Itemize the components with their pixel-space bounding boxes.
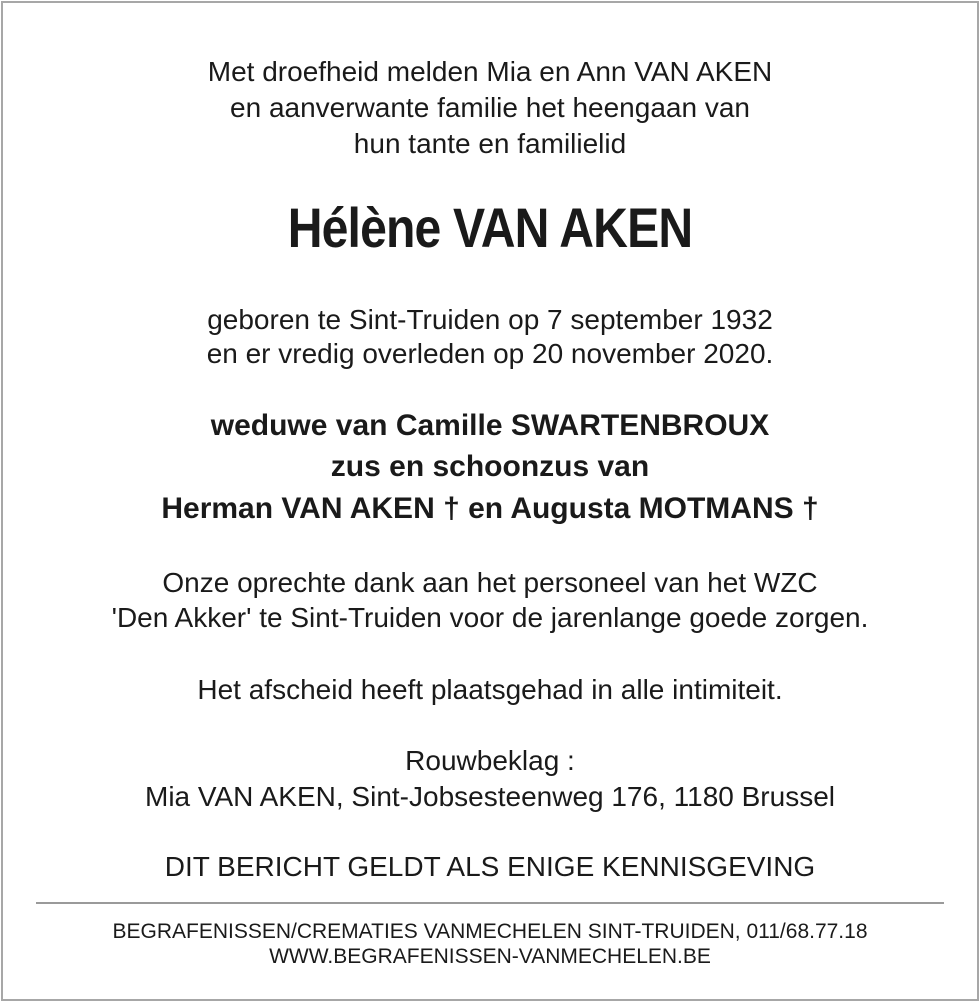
relation-sibling: zus en schoonzus van [330,450,650,483]
condolences-label: Rouwbeklag : [405,745,575,776]
intro-line-2: en aanverwante familie het heengaan van [230,92,750,123]
footer-company: BEGRAFENISSEN/CREMATIES VANMECHELEN SINT-TRUIDEN, 011/68.77.18 [112,920,868,943]
deceased-name: Hélène VAN AKEN [287,196,693,259]
relation-names: Herman VAN AKEN † en Augusta MOTMANS † [161,492,819,525]
intro-line-3: hun tante en familielid [353,128,627,159]
footer-website: WWW.BEGRAFENISSEN-VANMECHELEN.BE [269,945,711,968]
thanks-line-2: 'Den Akker' te Sint-Truiden voor de jarenlange goede zorgen. [111,602,869,633]
footer-divider [36,902,944,904]
condolences-address: Mia VAN AKEN, Sint-Jobsesteenweg 176, 1180 Brussel [145,781,835,812]
thanks-line-1: Onze oprechte dank aan het personeel van het WZC [162,567,818,598]
notice-text: DIT BERICHT GELDT ALS ENIGE KENNISGEVING [164,851,816,882]
intro-line-1: Met droefheid melden Mia en Ann VAN AKEN [207,56,773,87]
relation-widow: weduwe van Camille SWARTENBROUX [210,409,770,442]
farewell-text: Het afscheid heeft plaatsgehad in alle intimiteit. [197,674,783,705]
death-line: en er vredig overleden op 20 november 2020. [206,338,774,369]
birth-line: geboren te Sint-Truiden op 7 september 1932 [207,304,773,335]
